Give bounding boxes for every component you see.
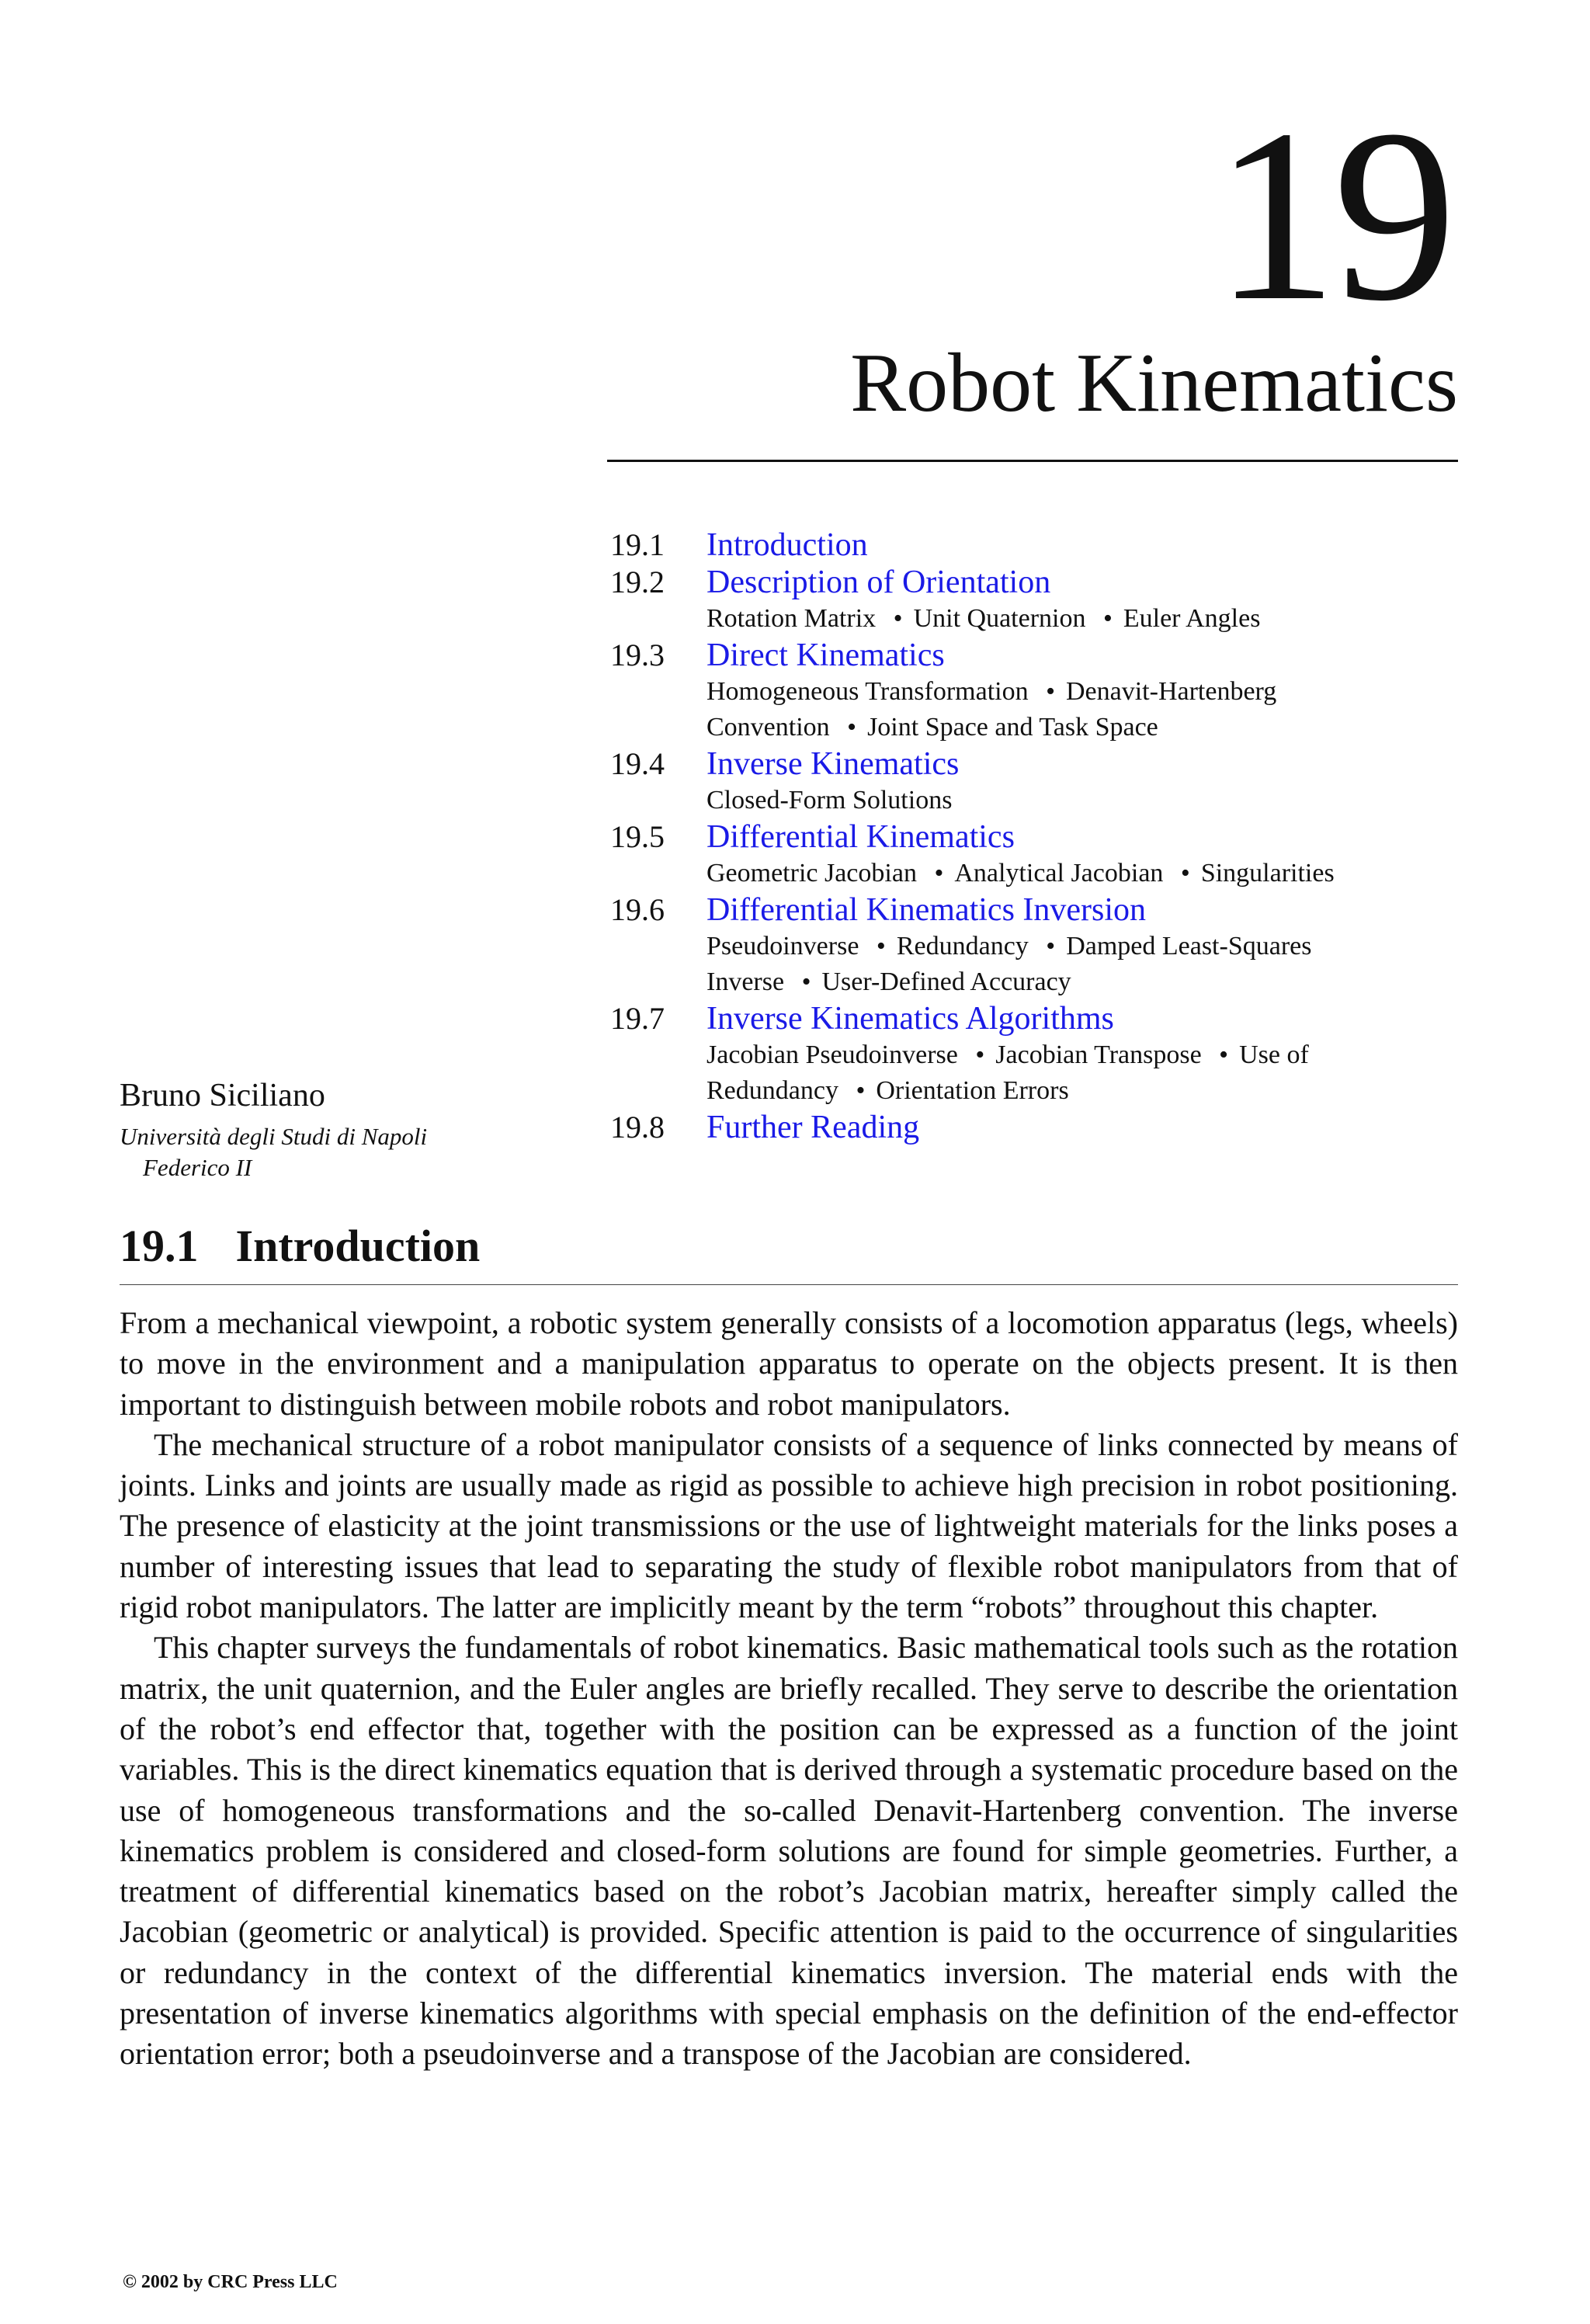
toc-entry [610,637,1464,745]
author-affiliation [120,1121,427,1183]
bullet-separator: • [876,932,886,961]
toc-section-number: 19.6 [610,892,665,927]
toc-subtopic: Analytical Jacobian [954,859,1164,888]
author-name: Bruno Siciliano [120,1078,325,1113]
title-divider [607,460,1458,462]
toc-entry [610,1000,1464,1109]
toc-subtopic: Use of Redundancy [706,1040,1309,1105]
bullet-separator: • [847,713,857,742]
toc-section-number: 19.7 [610,1001,665,1036]
toc-subtopic: User-Defined Accuracy [821,967,1071,996]
toc-row [610,745,1464,783]
toc-row [610,526,1464,564]
toc-entry [610,1109,1464,1146]
toc-subtopic: Orientation Errors [876,1076,1069,1105]
toc-row [610,1109,1464,1146]
body-text [120,1303,1458,2075]
toc-link[interactable]: Differential Kinematics [706,819,1015,855]
bullet-separator: • [1046,677,1055,706]
toc-section-number: 19.1 [610,527,665,562]
toc-subtopic: Unit Quaternion [913,604,1086,633]
toc-subtopic: Homogeneous Transformation [706,677,1029,706]
toc-subtopics [706,783,1390,818]
toc-link[interactable]: Introduction [706,527,868,563]
toc-subtopic: Redundancy [896,932,1029,961]
toc-subtopic: Damped Least-Squares Inverse [706,932,1312,996]
toc-subtopic: Jacobian Transpose [995,1040,1202,1069]
toc-row [610,818,1464,856]
toc-subtopic: Joint Space and Task Space [867,713,1158,742]
bullet-separator: • [934,859,944,888]
bullet-separator: • [1180,859,1190,888]
toc-link[interactable]: Direct Kinematics [706,637,945,673]
toc-row [610,891,1464,929]
toc-row [610,564,1464,601]
bullet-separator: • [801,967,811,996]
toc-subtopic: Jacobian Pseudoinverse [706,1040,958,1069]
section-number: 19.1 [120,1221,199,1271]
toc-subtopics [706,674,1390,745]
toc-link[interactable]: Differential Kinematics Inversion [706,892,1147,928]
toc-subtopics [706,601,1390,637]
toc-link[interactable]: Further Reading [706,1110,920,1145]
toc-link[interactable]: Description of Orientation [706,564,1051,600]
toc-subtopic: Singularities [1200,859,1335,888]
toc-subtopic: Euler Angles [1123,604,1261,633]
toc-section-number: 19.5 [610,819,665,854]
toc-section-number: 19.2 [610,564,665,599]
section-heading [120,1219,480,1273]
toc-entry [610,745,1464,818]
toc-subtopic: Geometric Jacobian [706,859,917,888]
chapter-title: Robot Kinematics [850,337,1458,429]
bullet-separator: • [1102,604,1113,633]
toc-link[interactable]: Inverse Kinematics [706,746,960,782]
toc-entry [610,891,1464,1000]
toc-row [610,637,1464,674]
toc-subtopics [706,856,1390,891]
bullet-separator: • [975,1040,985,1069]
bullet-separator: • [893,604,903,633]
toc-subtopic: Rotation Matrix [706,604,877,633]
table-of-contents [610,526,1464,1146]
bullet-separator: • [1046,932,1056,961]
toc-section-number: 19.4 [610,746,665,781]
toc-section-number: 19.3 [610,637,665,672]
toc-entry [610,818,1464,891]
toc-entry [610,526,1464,564]
affiliation-line: Università degli Studi di Napoli [120,1123,428,1150]
toc-subtopic: Closed-Form Solutions [706,786,953,815]
affiliation-line: Federico II [143,1154,252,1181]
chapter-number: 19 [1214,78,1452,352]
bullet-separator: • [856,1076,866,1105]
section-title: Introduction [235,1221,481,1271]
section-divider [120,1284,1458,1285]
toc-subtopics [706,1037,1390,1109]
toc-subtopic: Denavit-Hartenberg Convention [706,677,1277,742]
toc-subtopic: Pseudoinverse [706,932,859,961]
toc-entry [610,564,1464,637]
author-block [120,1075,427,1183]
toc-subtopics [706,929,1390,1000]
toc-link[interactable]: Inverse Kinematics Algorithms [706,1001,1114,1037]
body-paragraph: From a mechanical viewpoint, a robotic system generally consists of a locomotion apparatus (legs, wheels) to move in the environment and a manipulation apparatus to operate on the objects present. It is then important to distinguish between mobile robots and robot manipulators. [120,1305,1458,1422]
body-paragraph: The mechanical structure of a robot manipulator consists of a sequence of links connected by means of joints. Links and joints are usually made as rigid as possible to achieve high precision in robot positioning. The presence of elasticity at the joint transmissions or the use of lightweight materials for the links poses a number of interesting issues that lead to separating the study of flexible robot manipulators from that of rigid robot manipulators. The latter are implicitly meant by the term “robots” throughout this chapter. [120,1426,1458,1625]
toc-section-number: 19.8 [610,1110,665,1145]
toc-row [610,1000,1464,1037]
copyright-notice: © 2002 by CRC Press LLC [123,2272,338,2292]
bullet-separator: • [1219,1040,1229,1069]
body-paragraph: This chapter surveys the fundamentals of robot kinematics. Basic mathematical tools such as the rotation matrix, the unit quaternion, and the Euler angles are briefly recalled. They serve to describe the orientation of the robot’s end effector that, together with the position can be expressed as a function of the joint variables. This is the direct kinematics equation that is derived through a systematic procedure based on the use of homogeneous transformations and the so-called Denavit-Hartenberg convention. The inverse kinematics problem is considered and closed-form solutions are found for simple geometries. Further, a treatment of differential kinematics based on the robot’s Jacobian matrix, hereafter simply called the Jacobian (geometric or analytical) is provided. Specific attention is paid to the occurrence of singularities or redundancy in the context of the differential kinematics inversion. The material ends with the presentation of inverse kinematics algorithms with special emphasis on the definition of the end-effector orientation error; both a pseudoinverse and a transpose of the Jacobian are considered. [120,1630,1458,2072]
